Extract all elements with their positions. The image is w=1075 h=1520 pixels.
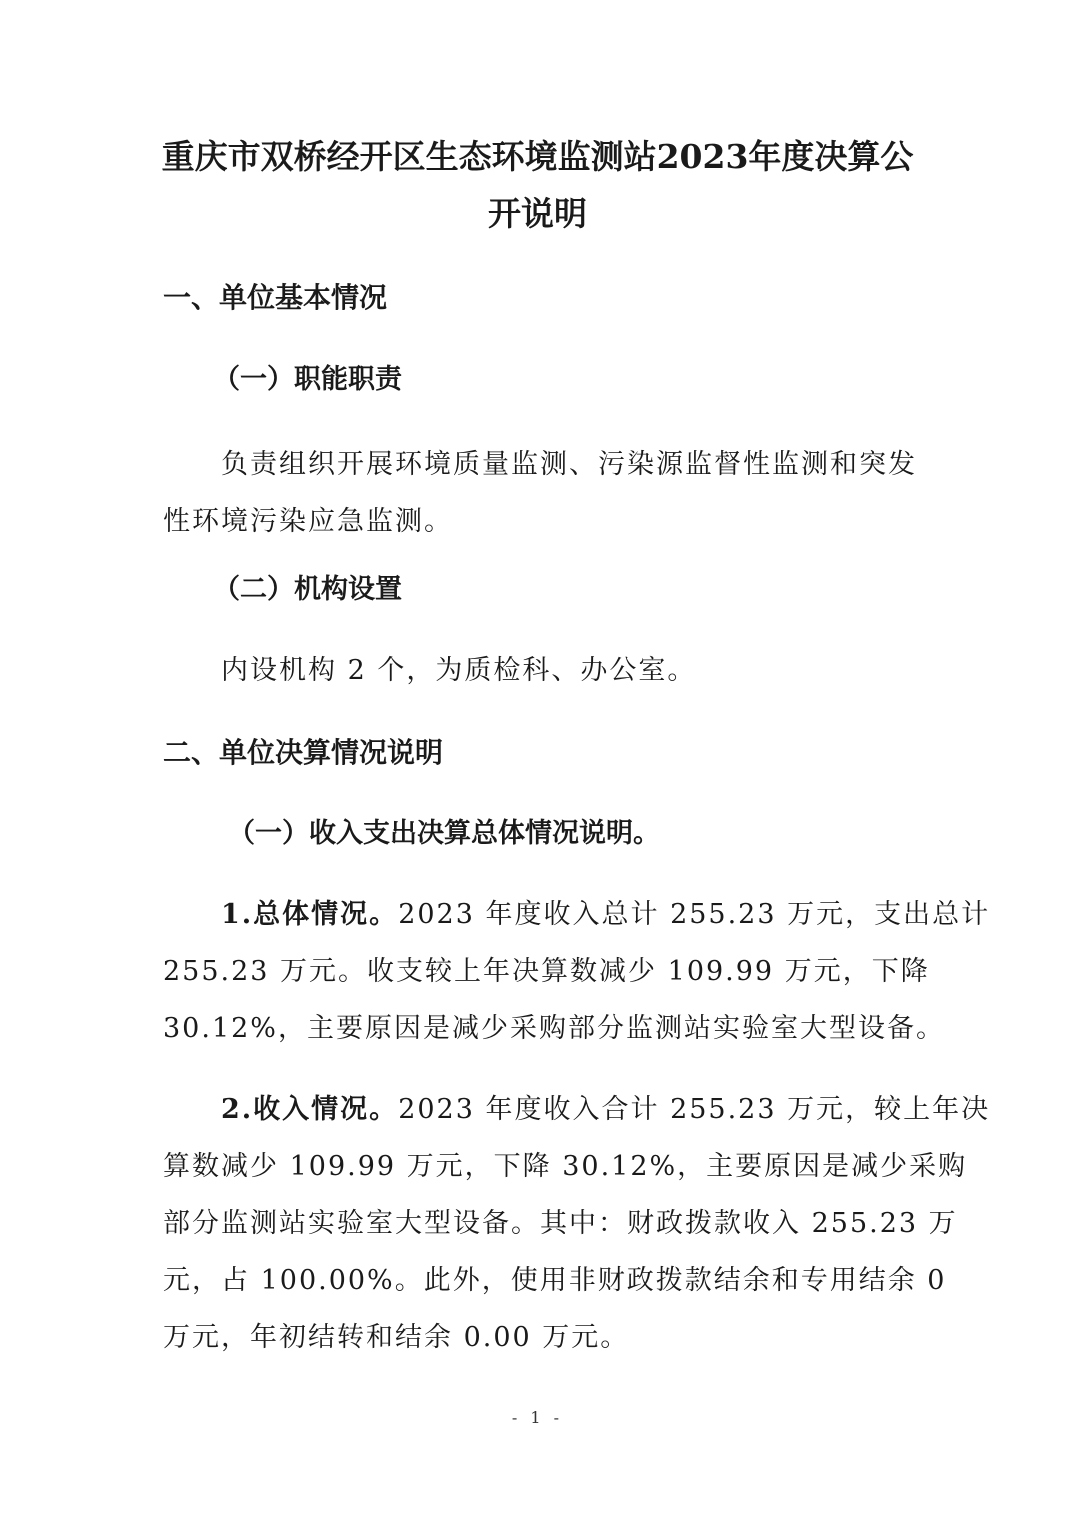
organization-paragraph <box>163 642 923 699</box>
page-number: - 1 - <box>511 1408 564 1427</box>
subsection-heading-duties: （一）职能职责 <box>213 364 402 395</box>
income-line-3: 部分监测站实验室大型设备。其中：财政拨款收入 255.23 万 <box>163 1208 958 1239</box>
overall-line-2: 255.23 万元。收支较上年决算数减少 109.99 万元，下降 <box>163 956 930 987</box>
income-paragraph <box>163 1081 991 1366</box>
income-line-1-text: 2023 年度收入合计 255.23 万元，较上年决 <box>398 1094 991 1125</box>
section-heading-final-accounts: 二、单位决算情况说明 <box>163 736 444 769</box>
duties-line-1: 负责组织开展环境质量监测、污染源监督性监测和突发 <box>221 449 917 480</box>
overall-line-1-text: 2023 年度收入总计 255.23 万元，支出总计 <box>398 899 991 930</box>
income-line-5: 万元，年初结转和结余 0.00 万元。 <box>163 1322 630 1353</box>
overall-line-3: 30.12%，主要原因是减少采购部分监测站实验室大型设备。 <box>163 1013 945 1044</box>
income-line-2: 算数减少 109.99 万元，下降 30.12%，主要原因是减少采购 <box>163 1151 968 1182</box>
subsection-heading-income-expense: （一）收入支出决算总体情况说明。 <box>228 818 660 849</box>
overall-lead: 1.总体情况。 <box>221 899 399 930</box>
document-title-line-1: 重庆市双桥经开区生态环境监测站2023年度决算公 <box>161 137 914 176</box>
organization-line-1: 内设机构 2 个，为质检科、办公室。 <box>221 655 697 686</box>
document-title-line-2: 开说明 <box>488 194 587 233</box>
duties-paragraph <box>163 436 923 550</box>
overall-line-1 <box>163 886 991 943</box>
section-heading-basic-info: 一、单位基本情况 <box>163 281 388 314</box>
duties-line-2: 性环境污染应急监测。 <box>163 506 453 537</box>
income-lead: 2.收入情况。 <box>221 1094 399 1125</box>
overall-paragraph <box>163 886 991 1057</box>
subsection-heading-organization: （二）机构设置 <box>213 574 402 605</box>
income-line-1 <box>163 1081 991 1138</box>
income-line-4: 元，占 100.00%。此外，使用非财政拨款结余和专用结余 0 <box>163 1265 947 1296</box>
